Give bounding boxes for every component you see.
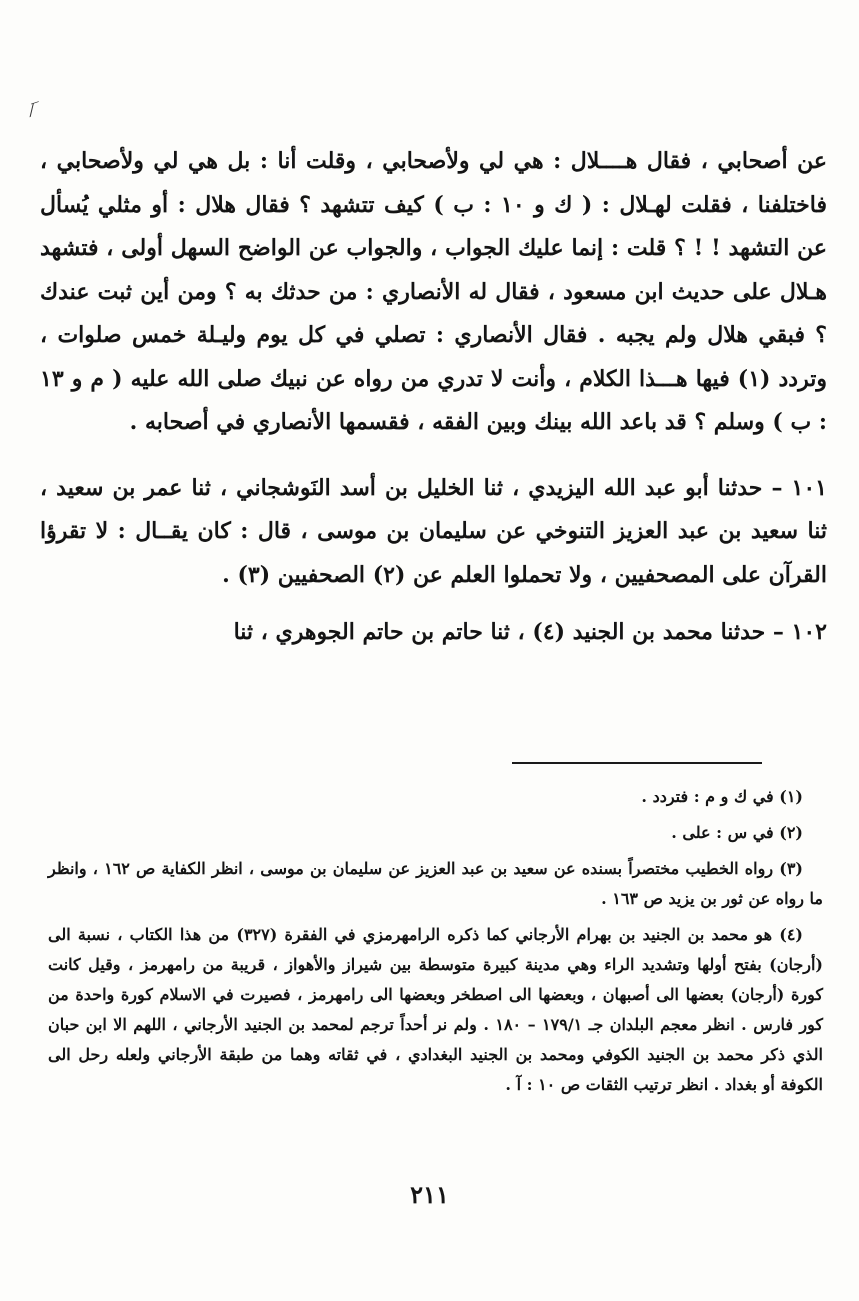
main-text (40, 140, 827, 655)
page-number: ٢١١ (410, 1180, 449, 1209)
footnote-2: (٢) في س : على . (671, 823, 803, 842)
corner-pen-mark: ⁄‾ (27, 98, 44, 120)
footnote-separator (512, 762, 762, 764)
footnotes (48, 782, 823, 1106)
paragraph-continuation: عن أصحابي ، فقال هــــلال : هي لي ولأصحابي ، وقلت أنا : بل هي لي ولأصحابي ، فاختلفنا ، فقلت لهـلال : ( ك و ١٠ : ب ) كيف تتشهد ؟ فقال هلال : أو مثلي يُسأل عن التشهد ! ! ؟ قلت : إنما عليك الجواب ، والجواب عن الواضح السهل أولى ، فتشهد هـلال على حديث ابن مسعود ، فقال له الأنصاري : من حدثك به ؟ ومن أين ثبت عندك ؟ فبقي هلال ولم يجبه . فقال الأنصاري : تصلي في كل يوم وليـلة خمس صلوات ، وتردد (١) فيها هـــذا الكلام ، وأنت لا تدري من رواه عن نبيك صلى الله عليه ( م و ١٣ : ب ) وسلم ؟ قد باعد الله بينك وبين الفقه ، فقسمها الأنصاري في أصحابه . (40, 148, 827, 435)
footnote-3: (٣) رواه الخطيب مختصراً بسنده عن سعيد بن عبد العزيز عن سليمان بن موسى ، انظر الكفاية ص ١٦٢ ، وانظر ما رواه عن ثور بن يزيد ص ١٦٣ . (48, 859, 823, 908)
paragraph-hadith-102: ١٠٢ – حدثنا محمد بن الجنيد (٤) ، ثنا حاتم بن حاتم الجوهري ، ثنا (233, 619, 827, 645)
paragraph-hadith-101: ١٠١ – حدثنا أبو عبد الله اليزيدي ، ثنا الخليل بن أسد النَوشجاني ، ثنا عمر بن سعيد ، ثنا سعيد بن عبد العزيز التنوخي عن سليمان بن موسى ، قال : كان يقــال : لا تقرؤا القرآن على المصحفيين ، ولا تحملوا العلم عن (٢) الصحفيين (٣) . (40, 474, 827, 588)
footnote-1: (١) في ك و م : فتردد . (641, 787, 803, 806)
footnote-4: (٤) هو محمد بن الجنيد بن بهرام الأرجاني كما ذكره الرامهرمزي في الفقرة (٣٢٧) من هذا الكتاب ، نسبة الى (أرجان) بفتح أولها وتشديد الراء وهي مدينة كبيرة متوسطة بين شيراز والأهواز ، قريبة من رامهرمز ، وقيل كانت كورة (أرجان) بعضها الى أصبهان ، وبعضها الى اصطخر وبعضها الى رامهرمز ، فصيرت في الاسلام كورة واحدة من كور فارس . انظر معجم البلدان جـ ١٧٩/١ – ١٨٠ . ولم نر أحداً ترجم لمحمد بن الجنيد الأرجاني ، اللهم الا ابن حبان الذي ذكر محمد بن الجنيد الكوفي ومحمد بن الجنيد البغدادي ، في ثقاته وهما من طبقة الأرجاني ولعله رحل الى الكوفة أو بغداد . انظر ترتيب الثقات ص ١٠ : آ . (48, 925, 824, 1094)
